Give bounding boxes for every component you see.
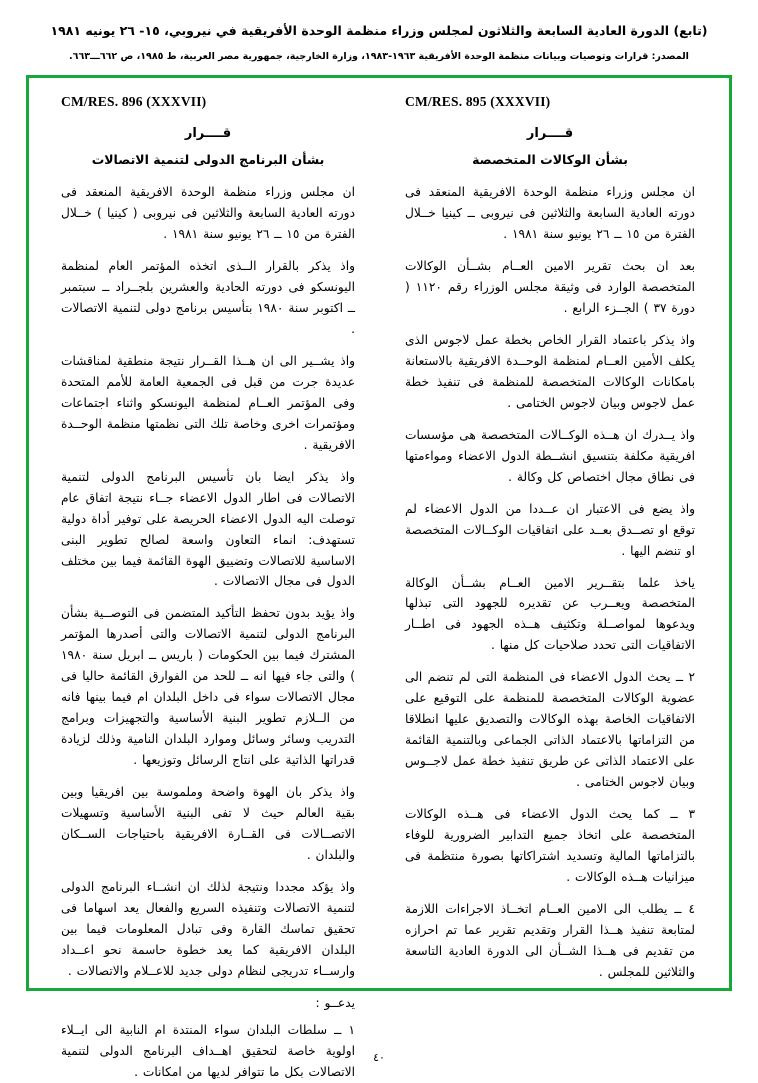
paragraph: ٤ ــ يطلب الى الامين العــام اتخــاذ الاجراءات اللازمة لمتابعة تنفيذ هــذا القرار وتقديم تقرير عما تم احرازه من تقديم فى هــذا الشــأن الى الدورة العادية التاسعة والثلاثين للمجلس . — [405, 902, 695, 980]
header-source: المصدر: قرارات وتوصيات وبيانات منظمة الوحدة الأفريقية ١٩٦٣-١٩٨٣، وزارة الخارجية، جمهورية مصر العربية، ط ١٩٨٥، ص ٦٦٢ـــ٦٦٣. — [69, 50, 689, 62]
paragraph: واذ يــدرك ان هــذه الوكــالات المتخصصة هى مؤسسات افريقية مكلفة بتنسيق انشــطة الدول الاعضاء ومواءمتها فى نطاق مجال اختصاص كل وكالة . — [405, 427, 695, 484]
resolution-title-right: قــــرار — [526, 126, 574, 141]
paragraph: ياخذ علما بتقــرير الامين العــام بشــأن الوكالة المتخصصة ويعــرب عن تقديره للجهود التى تبذلها ويدعوها لمواصــلة وتكثيف هــذه الجهود فى اطــار الاتفاقيات التى تحدد صلاحيات كل منها . — [405, 575, 695, 653]
paragraph: ٢ ــ يحث الدول الاعضاء فى المنظمة التى لم تنضم الى عضوية الوكالات المتخصصة للمنظمة على التوقيع على الاتفاقيات الخاصة بهذه الوكالات والتصديق عليها انطلاقا من التزاماتها بالاعتماد الذاتى الجماعى وبالتنمية القائمة على الاعتماد الذاتى عن طريق تنفيذ خطة عمل لاجــوس وبيان لاجوس الختامى . — [405, 670, 695, 790]
paragraph: واذ يذكر بالقرار الــذى اتخذه المؤتمر العام لمنظمة اليونسكو فى دورته الحادية والعشرين بلجــراد ــ سبتمبر ــ اكتوبر سنة ١٩٨٠ بتأسيس برنامج دولى لتنمية الاتصالات . — [61, 258, 355, 336]
paragraph: ١ ــ سلطات البلدان سواء المنتدة ام النابية الى ايــلاء اولوية خاصة لتحقيق اهــداف البرنامج الدولى لتنمية الاتصالات بكل ما تتوافر لديها من امكانات . — [61, 1023, 355, 1080]
paragraph: ان مجلس وزراء منظمة الوحدة الافريقية المنعقد فى دورته العادية السابعة والثلاثين فى نيروبى ــ كينيا خــلال الفترة من ١٥ ــ ٢٦ يونيو سنة ١٩٨١ . — [405, 184, 695, 241]
paragraph: واذ يؤيد بدون تحفظ التأكيد المتضمن فى التوصــية بشأن البرنامج الدولى لتنمية الاتصالات والتى أصدرها المؤتمر المشترك فيما بين الحكومات ( باريس ــ ابريل سنة ١٩٨٠ ) والتى جاء فيها انه ــ للحد من الفوارق القائمة حاليا فى مجال الاتصالات سواء فى داخل البلدان ام فيما بينها فانه من الــلازم تطوير البنية الأساسية والتجهيزات وبرامج التدريب وسائر وسائل وموارد البلدان النامية وذلك لزيادة قدراتها الذاتية على انتاج الرسائل وتوزيعها . — [61, 606, 355, 768]
resolution-subtitle-right: بشأن الوكالات المتخصصة — [472, 152, 628, 167]
resolution-subtitle-left: بشأن البرنامج الدولى لتنمية الاتصالات — [91, 152, 325, 167]
paragraph: واذ يؤكد مجددا ونتيجة لذلك ان انشــاء البرنامج الدولى لتنمية الاتصالات وتنفيذه السريع والفعال يعد اسهاما فى تحقيق تماسك القارة وفى تبادل المعلومات فيما بين البلدان الافريقية كما يعد خطوة حاسمة نحو اعــداد وارســاء تدريجى لنظام دولى جديد للاعــلام والاتصالات . — [61, 880, 355, 979]
paragraph: واذ يذكر بان الهوة واضحة وملموسة بين افريقيا وبين بقية العالم حيث لا تفى البنية الأساسية وتسهيلات الاتصــالات فى القــارة الافريقية باحتياجات الســكان والبلدان . — [61, 785, 355, 863]
paragraph: واذ يشــير الى ان هــذا القــرار نتيجة منطقية لمناقشات عديدة جرت من قبل فى الجمعية العامة للأمم المتحدة وفى المؤتمر العــام لمنظمة اليونسكو واثناء اجتماعات ومؤتمرات اخرى وخاصة تلك التى نظمتها منظمة الوحــدة الافريقية . — [61, 353, 355, 452]
paragraph: واذ يذكر ايضا بان تأسيس البرنامج الدولى لتنمية الاتصالات فى اطار الدول الاعضاء جــاء نتيجة اتفاق عام توصلت اليه الدول الاعضاء الحريصة على توفير أداة دولية تستهدف: انماء التعاون واسعة لصالح تطوير البنى الاساسية للاتصالات وتضييق الهوة القائمة فيما بين مختلف الدول فى مجال الاتصالات . — [61, 469, 355, 589]
column-right — [379, 94, 711, 978]
paragraph-lead-in: يدعــو : — [315, 996, 355, 1011]
header-title: (تابع) الدورة العادية السابعة والثلاثون لمجلس وزراء منظمة الوحدة الأفريقية في نيروبي، ١٥- ٢٦ يونيه ١٩٨١ — [50, 23, 708, 38]
page-number: ٤٠ — [373, 1051, 385, 1064]
paragraph: ٣ ــ كما يحث الدول الاعضاء فى هــذه الوكالات المتخصصة على اتخاذ جميع التدابير الضرورية للوفاء بالتزاماتها المالية وتسديد اشتراكاتها بصورة منتظمة فى ميزانيات هــذه الوكالات . — [405, 807, 695, 885]
paragraph: واذ يذكر باعتماد القرار الخاص بخطة عمل لاجوس الذى يكلف الأمين العــام لمنظمة الوحــدة الافريقية بالاستعانة بامكانات الوكالات المتخصصة للمنظمة فى تنفيذ خطة عمل لاجوس وبيان لاجوس الختامى . — [405, 332, 695, 410]
document-code-895: CM/RES. 895 (XXXVII) — [405, 94, 551, 109]
document-code-896: CM/RES. 896 (XXXVII) — [61, 94, 207, 109]
paragraph: بعد ان بحث تقرير الامين العــام بشــأن الوكالات المتخصصة الوارد فى وثيقة مجلس الوزراء رقم ١١٢٠ ( دورة ٣٧ ) الجــزء الرابع . — [405, 258, 695, 315]
paragraph: ان مجلس وزراء منظمة الوحدة الافريقية المنعقد فى دورته العادية السابعة والثلاثين فى نيروبى ( كينيا ) خــلال الفترة من ١٥ ــ ٢٦ يونيو سنة ١٩٨١ . — [61, 184, 355, 241]
page-header — [26, 22, 732, 64]
paragraph: واذ يضع فى الاعتبار ان عــددا من الدول الاعضاء لم توقع او تصــدق بعــد على اتفاقيات الوكــالات المتخصصة او تنضم اليها . — [405, 501, 695, 558]
resolution-title-left: قــــرار — [184, 126, 232, 141]
